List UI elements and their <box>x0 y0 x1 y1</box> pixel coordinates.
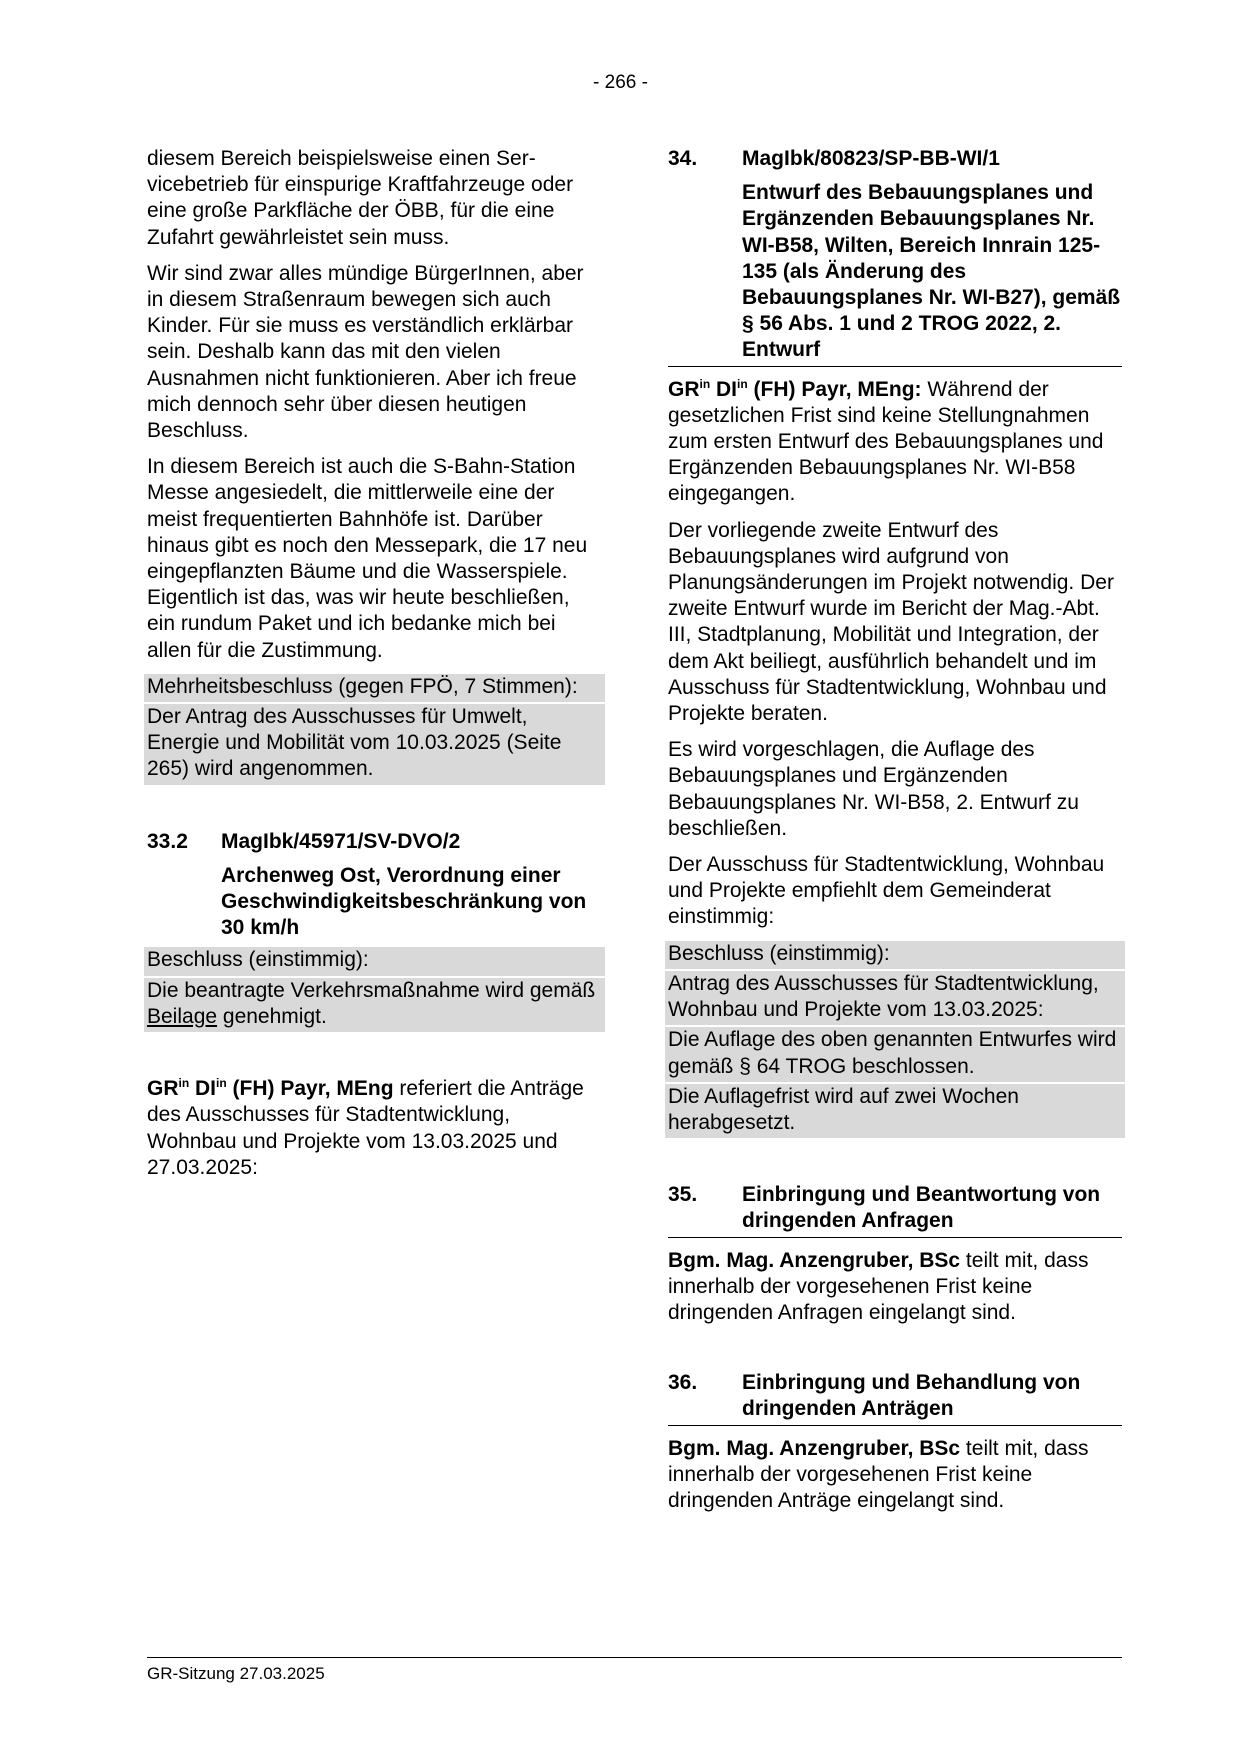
paragraph: Der Ausschuss für Stadtentwicklung, Wohnbau und Projekte empfiehlt dem Gemeinderat einstimmig: <box>668 853 1105 929</box>
section-number: 36. <box>668 1371 698 1395</box>
section-34-heading-block <box>668 146 1122 367</box>
paragraph: Der vorliegende zweite Entwurf des Bebauungsplanes wird aufgrund von Planungsänderungen im Projekt notwendig. Der zweite Entwurf wurde im Bericht der Mag.-Abt. III, Stadtplanung, Mobilität und Integration, der dem Akt beiliegt, ausführlich behandelt und im Ausschuss für Stadtentwicklung, Wohnbau und Projekte beraten. <box>668 518 1114 726</box>
paragraph: In diesem Bereich ist auch die S-Bahn-Station Messe angesiedelt, die mittlerweile eine der meist frequentierten Bahnhöfe ist. Darüber hinaus gibt es noch den Messepark, die 17 neu eingepflanzten Bäume und die Wasserspiele. Eigentlich ist das, was wir heute beschließen, ein rundum Paket und ich bedanke mich bei allen für die Zustimmung. <box>147 455 588 662</box>
speaker-paragraph: Bgm. Mag. Anzengruber, BSc teilt mit, dass innerhalb der vorgesehenen Frist keine dringenden Anfragen eingelangt sind. <box>668 1248 1089 1324</box>
beilage-link[interactable]: Beilage <box>147 1004 218 1028</box>
speaker-paragraph: Bgm. Mag. Anzengruber, BSc teilt mit, dass innerhalb der vorgesehenen Frist keine dringenden Anträge eingelangt sind. <box>668 1436 1089 1512</box>
decision-text: Die beantragte Verkehrsmaßnahme wird gemäß Beilage genehmigt. <box>147 978 596 1028</box>
decision-item: Die Auflage des oben genannten Entwurfes wird gemäß § 64 TROG beschlossen. <box>668 1028 1117 1078</box>
section-36-heading <box>668 1370 1122 1425</box>
footer-divider <box>147 1657 1122 1658</box>
speaker-name: Bgm. Mag. Anzengruber, BSc <box>668 1248 961 1272</box>
section-reference: MagIbk/45971/SV-DVO/2 <box>221 829 461 853</box>
decision-block <box>147 674 602 785</box>
speaker-name: Bgm. Mag. Anzengruber, BSc <box>668 1436 961 1460</box>
section-33-2-heading <box>147 829 602 855</box>
decision-block <box>668 941 1122 1138</box>
section-35-heading <box>668 1182 1122 1237</box>
decision-item: Die Auflagefrist wird auf zwei Wochen herabgesetzt. <box>668 1084 1019 1134</box>
speaker-name: $GR^{in}$ $DI^{in}$ (FH) Payr, MEng <box>147 1076 394 1101</box>
section-title: Einbringung und Behandlung von dringenden Anträgen <box>742 1371 1081 1421</box>
section-number: 34. <box>668 147 698 170</box>
decision-label: Mehrheitsbeschluss (gegen FPÖ, 7 Stimmen): <box>147 674 578 698</box>
footer-text: GR-Sitzung 27.03.2025 <box>147 1664 325 1683</box>
section-number: 35. <box>668 1183 698 1207</box>
section-number: 33.2 <box>147 829 188 853</box>
section-title: Entwurf des Bebauungsplanes und Ergänzenden Bebauungsplanes Nr. WI-B58, Wilten, Bereich Innrain 125-135 (als Änderung des Bebauungsplanes Nr. WI-B27), gemäß § 56 Abs. 1 und 2 TROG 2022, 2. Entwurf <box>742 181 1121 362</box>
decision-item: Antrag des Ausschusses für Stadtentwicklung, Wohnbau und Projekte vom 13.03.2025: <box>668 971 1099 1022</box>
right-column <box>668 146 1122 1524</box>
speaker-paragraph: $GR^{in}$ $DI^{in}$ (FH) Payr, MEng: Während der gesetzlichen Frist sind keine Stellungnahmen zum ersten Entwurf des Bebauungsplanes und Ergänzenden Bebauungsplanes Nr. WI-B58 eingegangen. <box>668 376 1104 506</box>
paragraph: Wir sind zwar alles mündige BürgerInnen, aber in diesem Straßenraum bewegen sich auch Kinder. Für sie muss es verständlich erklärbar sein. Deshalb kann das mit den vielen Ausnahmen nicht funktionieren. Aber ich freue mich dennoch sehr über diesen heutigen Beschluss. <box>147 261 584 443</box>
speaker-name: $GR^{in}$ $DI^{in}$ (FH) Payr, MEng: <box>668 376 922 401</box>
paragraph: Es wird vorgeschlagen, die Auflage des Bebauungsplanes und Ergänzenden Bebauungsplanes Nr. WI-B58, 2. Entwurf zu beschließen. <box>668 738 1079 840</box>
speaker-paragraph: $GR^{in}$ $DI^{in}$ (FH) Payr, MEng referiert die Anträge des Ausschusses für Stadtentwicklung, Wohnbau und Projekte vom 13.03.2025 und 27.03.2025: <box>147 1076 584 1179</box>
decision-text: Der Antrag des Ausschusses für Umwelt, Energie und Mobilität vom 10.03.2025 (Seite 265) wird angenommen. <box>147 705 562 781</box>
section-reference: MagIbk/80823/SP-BB-WI/1 <box>742 147 1000 170</box>
decision-label: Beschluss (einstimmig): <box>147 948 369 972</box>
section-title: Einbringung und Beantwortung von dringenden Anfragen <box>742 1183 1101 1233</box>
section-title: Archenweg Ost, Verordnung einer Geschwindigkeitsbeschränkung von 30 km/h <box>221 863 587 940</box>
decision-label: Beschluss (einstimmig): <box>668 941 890 965</box>
decision-block <box>147 947 602 1032</box>
left-column <box>147 146 602 1191</box>
paragraph: diesem Bereich beispielsweise einen Ser-vicebetrieb für einspurige Kraftfahrzeuge oder eine große Parkfläche der ÖBB, für die eine Zufahrt gewährleistet sein muss. <box>147 147 574 249</box>
page-number: - 266 - <box>593 72 648 93</box>
